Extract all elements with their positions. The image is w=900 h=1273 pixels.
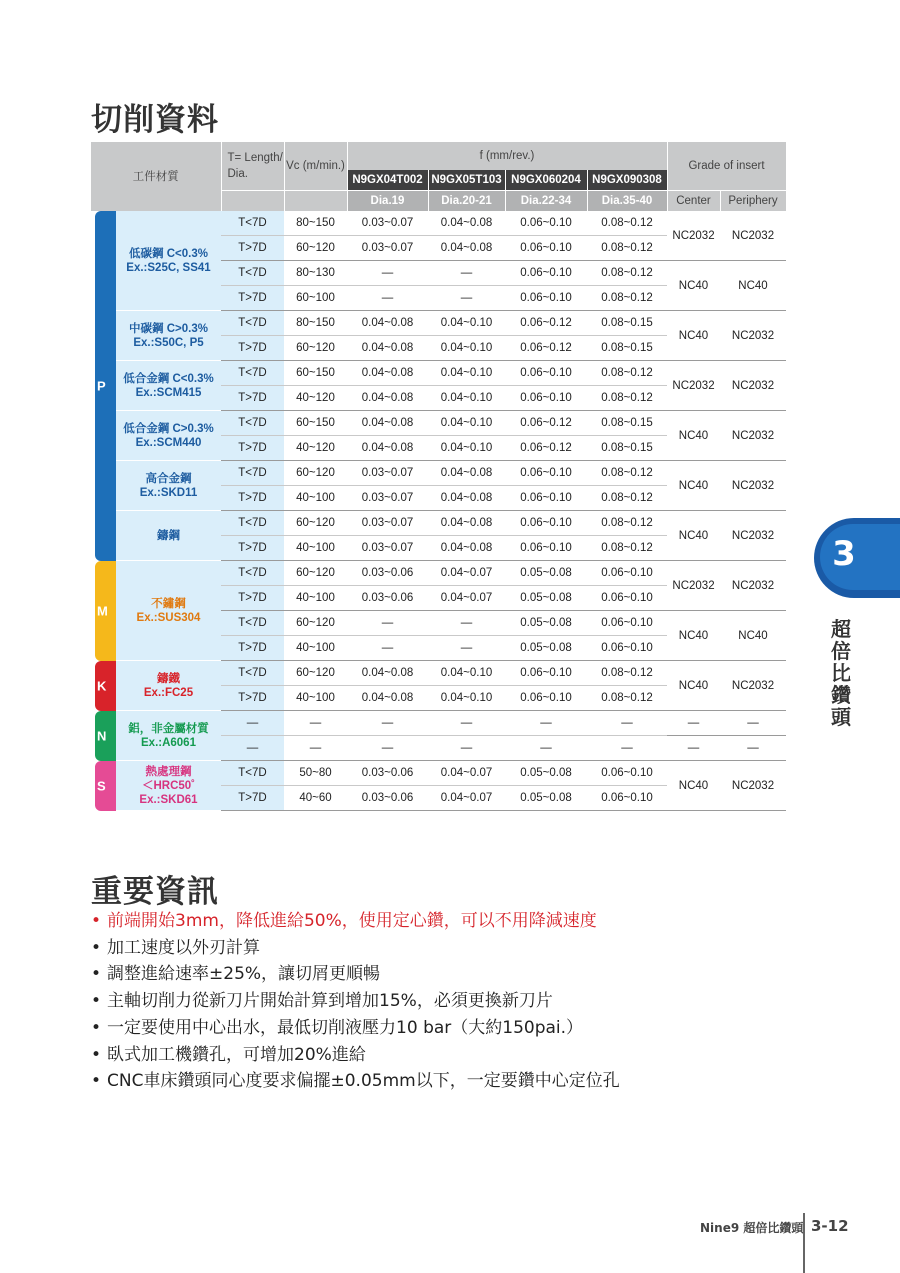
feed-cell: 0.08~0.15	[587, 436, 667, 461]
feed-cell: 0.04~0.10	[428, 661, 505, 686]
feed-cell: 0.06~0.10	[505, 286, 587, 311]
feed-cell: 0.08~0.15	[587, 311, 667, 336]
material-line: 高合金鋼	[145, 472, 192, 485]
feed-cell: 0.08~0.12	[587, 361, 667, 386]
feed-cell: 0.08~0.12	[587, 461, 667, 486]
feed-cell: 0.06~0.10	[587, 786, 667, 811]
material-group-code: P	[97, 378, 106, 394]
feed-cell: 0.04~0.08	[347, 311, 428, 336]
grade-center-cell: NC2032	[667, 361, 720, 411]
vc-cell: 40~100	[284, 536, 347, 561]
material-line: Ex.:SCM415	[135, 386, 202, 399]
chapter-number: 3	[832, 534, 856, 574]
feed-cell: 0.06~0.12	[505, 311, 587, 336]
feed-cell: 0.04~0.08	[347, 411, 428, 436]
feed-cell: 0.03~0.07	[347, 211, 428, 236]
feed-cell: 0.04~0.10	[428, 311, 505, 336]
vc-cell: 50~80	[284, 761, 347, 786]
vc-cell: 60~120	[284, 336, 347, 361]
vc-cell: —	[284, 711, 347, 736]
feed-cell: 0.06~0.10	[505, 536, 587, 561]
length-dia-cell: T<7D	[221, 461, 284, 486]
vc-cell: 60~100	[284, 286, 347, 311]
grade-center-cell: NC2032	[667, 211, 720, 261]
material-group-code: M	[97, 603, 108, 618]
feed-cell: 0.04~0.10	[428, 361, 505, 386]
feed-cell: 0.06~0.10	[505, 211, 587, 236]
header-model-4: N9GX090308	[587, 170, 667, 190]
header-vc: Vc (m/min.)	[284, 142, 347, 190]
feed-cell: 0.08~0.12	[587, 261, 667, 286]
feed-cell: 0.04~0.10	[428, 436, 505, 461]
feed-cell: 0.04~0.10	[428, 686, 505, 711]
material-line: 鑄鐵	[157, 672, 180, 685]
feed-cell: 0.05~0.08	[505, 611, 587, 636]
vc-cell: 40~120	[284, 386, 347, 411]
grade-periphery-cell: NC2032	[720, 411, 786, 461]
feed-cell: —	[428, 636, 505, 661]
material-line: Ex.:S25C, SS41	[126, 261, 211, 274]
info-item: • 主軸切削力從新刀片開始計算到增加15%，必須更換新刀片	[91, 988, 620, 1015]
length-dia-cell: T<7D	[221, 211, 284, 236]
vc-cell: 60~120	[284, 561, 347, 586]
feed-cell: 0.03~0.07	[347, 486, 428, 511]
table-row	[91, 311, 786, 336]
vc-cell: 80~150	[284, 311, 347, 336]
section-title-important: 重要資訊	[91, 874, 219, 910]
material-cell	[116, 761, 221, 811]
material-group-S	[91, 761, 116, 811]
material-group-code: K	[97, 678, 107, 693]
vc-cell: 60~150	[284, 411, 347, 436]
header-feed: f (mm/rev.)	[347, 142, 667, 170]
material-line: 不鏽鋼	[151, 597, 186, 610]
grade-center-cell: NC2032	[667, 561, 720, 611]
info-item: • 一定要使用中心出水，最低切削液壓力10 bar（大約150pai.）	[91, 1015, 620, 1042]
length-dia-cell: T<7D	[221, 561, 284, 586]
feed-cell: 0.04~0.08	[428, 211, 505, 236]
vc-cell: 40~60	[284, 786, 347, 811]
vc-cell: 60~120	[284, 611, 347, 636]
cutting-data-table	[91, 142, 787, 811]
vc-cell: 60~120	[284, 461, 347, 486]
feed-cell: —	[505, 711, 587, 736]
material-cell	[116, 311, 221, 361]
feed-cell: 0.06~0.10	[587, 761, 667, 786]
vc-cell: 40~100	[284, 636, 347, 661]
feed-cell: 0.04~0.08	[347, 436, 428, 461]
header-grade-center: Center	[667, 190, 720, 211]
feed-cell: 0.06~0.10	[505, 686, 587, 711]
feed-cell: 0.04~0.10	[428, 336, 505, 361]
material-line: Ex.:SKD61	[139, 793, 198, 806]
feed-cell: 0.05~0.08	[505, 586, 587, 611]
length-dia-cell: T>7D	[221, 236, 284, 261]
length-dia-cell: T>7D	[221, 486, 284, 511]
material-group-code: S	[97, 778, 106, 793]
material-cell	[116, 211, 221, 311]
feed-cell: —	[428, 711, 505, 736]
feed-cell: —	[587, 736, 667, 761]
grade-periphery-cell: NC2032	[720, 511, 786, 561]
feed-cell: 0.04~0.07	[428, 561, 505, 586]
feed-cell: 0.03~0.06	[347, 561, 428, 586]
feed-cell: 0.05~0.08	[505, 786, 587, 811]
feed-cell: 0.06~0.12	[505, 336, 587, 361]
length-dia-cell: T<7D	[221, 361, 284, 386]
material-line: 低合金鋼 C>0.3%	[123, 422, 214, 435]
vc-cell: 40~100	[284, 486, 347, 511]
feed-cell: 0.08~0.15	[587, 336, 667, 361]
feed-cell: 0.08~0.12	[587, 286, 667, 311]
feed-cell: —	[347, 736, 428, 761]
grade-center-cell: NC40	[667, 511, 720, 561]
table-row	[91, 561, 786, 586]
vc-cell: 60~120	[284, 661, 347, 686]
vc-cell: 80~150	[284, 211, 347, 236]
header-length-cont	[221, 190, 284, 211]
feed-cell: 0.06~0.10	[587, 586, 667, 611]
header-model-3: N9GX060204	[505, 170, 587, 190]
feed-cell: —	[428, 611, 505, 636]
feed-cell: 0.04~0.08	[347, 686, 428, 711]
header-dia-2: Dia.20-21	[428, 190, 505, 211]
feed-cell: —	[347, 636, 428, 661]
feed-cell: 0.03~0.06	[347, 761, 428, 786]
grade-periphery-cell: NC2032	[720, 361, 786, 411]
grade-periphery-cell: NC2032	[720, 661, 786, 711]
feed-cell: —	[428, 261, 505, 286]
grade-periphery-cell: NC2032	[720, 761, 786, 811]
feed-cell: 0.04~0.08	[347, 361, 428, 386]
page-number: 3-12	[811, 1217, 849, 1235]
feed-cell: 0.04~0.08	[428, 511, 505, 536]
vc-cell: 60~120	[284, 511, 347, 536]
length-dia-cell: T>7D	[221, 636, 284, 661]
feed-cell: 0.04~0.07	[428, 761, 505, 786]
feed-cell: —	[347, 261, 428, 286]
material-line: 低合金鋼 C<0.3%	[123, 372, 214, 385]
vc-cell: —	[284, 736, 347, 761]
vc-cell: 60~120	[284, 236, 347, 261]
material-cell	[116, 411, 221, 461]
table-row	[91, 411, 786, 436]
grade-center-cell: NC40	[667, 611, 720, 661]
info-item: • 臥式加工機鑽孔，可增加20%進給	[91, 1042, 620, 1069]
length-dia-cell: T>7D	[221, 286, 284, 311]
feed-cell: 0.05~0.08	[505, 636, 587, 661]
vc-cell: 40~100	[284, 586, 347, 611]
material-line: 中碳鋼 C>0.3%	[129, 322, 208, 335]
table-row	[91, 661, 786, 686]
info-item: • 調整進給速率±25%，讓切屑更順暢	[91, 961, 620, 988]
grade-periphery-cell: NC2032	[720, 461, 786, 511]
feed-cell: —	[505, 736, 587, 761]
feed-cell: 0.08~0.12	[587, 536, 667, 561]
length-dia-cell: T<7D	[221, 261, 284, 286]
feed-cell: 0.06~0.10	[505, 486, 587, 511]
material-cell	[116, 361, 221, 411]
grade-periphery-cell: NC40	[720, 261, 786, 311]
footer-text: Nine9 超倍比鑽頭	[700, 1221, 804, 1235]
material-cell	[116, 511, 221, 561]
feed-cell: 0.06~0.10	[505, 661, 587, 686]
length-dia-cell: T>7D	[221, 786, 284, 811]
feed-cell: 0.05~0.08	[505, 561, 587, 586]
feed-cell: 0.06~0.10	[505, 461, 587, 486]
feed-cell: 0.04~0.08	[428, 536, 505, 561]
feed-cell: 0.06~0.10	[505, 361, 587, 386]
feed-cell: 0.06~0.10	[587, 611, 667, 636]
feed-cell: 0.06~0.10	[587, 561, 667, 586]
feed-cell: 0.06~0.10	[505, 386, 587, 411]
material-line: ＜HRC50˚	[141, 779, 196, 792]
header-dia-3: Dia.22-34	[505, 190, 587, 211]
table-row	[91, 361, 786, 386]
header-vc-cont	[284, 190, 347, 211]
feed-cell: 0.06~0.10	[587, 636, 667, 661]
feed-cell: 0.04~0.08	[428, 236, 505, 261]
header-length: T= Length/ Dia.	[221, 142, 284, 190]
feed-cell: 0.04~0.10	[428, 411, 505, 436]
material-cell	[116, 711, 221, 761]
length-dia-cell: T>7D	[221, 386, 284, 411]
material-cell	[116, 561, 221, 661]
grade-periphery-cell: —	[720, 736, 786, 761]
length-dia-cell: —	[221, 736, 284, 761]
grade-periphery-cell: NC2032	[720, 211, 786, 261]
grade-center-cell: NC40	[667, 461, 720, 511]
material-group-code: N	[97, 728, 107, 743]
material-line: 低碳鋼 C<0.3%	[129, 247, 208, 260]
material-group-K	[91, 661, 116, 711]
material-line: Ex.:SCM440	[135, 436, 202, 449]
header-model-2: N9GX05T103	[428, 170, 505, 190]
info-item: • 前端開始3mm，降低進給50%，使用定心鑽，可以不用降減速度	[91, 908, 620, 935]
feed-cell: 0.06~0.10	[505, 261, 587, 286]
feed-cell: 0.05~0.08	[505, 761, 587, 786]
material-line: Ex.:A6061	[141, 736, 196, 749]
material-group-P	[91, 211, 116, 561]
feed-cell: 0.06~0.10	[505, 511, 587, 536]
feed-cell: 0.04~0.08	[347, 336, 428, 361]
feed-cell: 0.08~0.12	[587, 486, 667, 511]
page-title: 切削資料	[91, 102, 219, 138]
length-dia-cell: T<7D	[221, 311, 284, 336]
info-item: • 加工速度以外刃計算	[91, 935, 620, 962]
grade-periphery-cell: NC2032	[720, 311, 786, 361]
material-line: Ex.:SUS304	[136, 611, 201, 624]
material-line: 鋁，非金屬材質	[128, 722, 209, 735]
feed-cell: 0.04~0.10	[428, 386, 505, 411]
table-row	[91, 511, 786, 536]
feed-cell: 0.08~0.12	[587, 686, 667, 711]
length-dia-cell: T<7D	[221, 661, 284, 686]
header-grade: Grade of insert	[667, 142, 786, 190]
feed-cell: 0.04~0.08	[347, 661, 428, 686]
grade-center-cell: NC40	[667, 261, 720, 311]
material-cell	[116, 661, 221, 711]
material-group-N	[91, 711, 116, 761]
table-row	[91, 761, 786, 786]
material-line: 熱處理鋼	[145, 765, 192, 778]
length-dia-cell: —	[221, 711, 284, 736]
feed-cell: 0.06~0.12	[505, 436, 587, 461]
length-dia-cell: T>7D	[221, 536, 284, 561]
feed-cell: —	[347, 711, 428, 736]
length-dia-cell: T>7D	[221, 336, 284, 361]
length-dia-cell: T<7D	[221, 511, 284, 536]
feed-cell: 0.03~0.07	[347, 536, 428, 561]
header-model-1: N9GX04T002	[347, 170, 428, 190]
feed-cell: 0.04~0.08	[428, 486, 505, 511]
feed-cell: 0.08~0.12	[587, 511, 667, 536]
feed-cell: 0.08~0.12	[587, 661, 667, 686]
footer-divider	[803, 1213, 805, 1273]
feed-cell: 0.04~0.07	[428, 586, 505, 611]
feed-cell: 0.08~0.12	[587, 236, 667, 261]
grade-periphery-cell: —	[720, 711, 786, 736]
feed-cell: 0.04~0.07	[428, 786, 505, 811]
feed-cell: 0.04~0.08	[347, 386, 428, 411]
header-grade-periphery: Periphery	[720, 190, 786, 211]
table-row	[91, 461, 786, 486]
feed-cell: 0.03~0.06	[347, 586, 428, 611]
feed-cell: 0.08~0.12	[587, 386, 667, 411]
length-dia-cell: T>7D	[221, 586, 284, 611]
material-line: Ex.:S50C, P5	[133, 336, 204, 349]
feed-cell: —	[347, 611, 428, 636]
grade-center-cell: NC40	[667, 411, 720, 461]
feed-cell: 0.06~0.10	[505, 236, 587, 261]
feed-cell: 0.03~0.07	[347, 461, 428, 486]
length-dia-cell: T>7D	[221, 436, 284, 461]
feed-cell: —	[347, 286, 428, 311]
grade-center-cell: —	[667, 736, 720, 761]
material-line: Ex.:SKD11	[139, 486, 198, 499]
vc-cell: 60~150	[284, 361, 347, 386]
table-row	[91, 711, 786, 736]
length-dia-cell: T<7D	[221, 411, 284, 436]
feed-cell: —	[428, 286, 505, 311]
vc-cell: 80~130	[284, 261, 347, 286]
grade-center-cell: NC40	[667, 661, 720, 711]
vc-cell: 40~120	[284, 436, 347, 461]
info-item: • CNC車床鑽頭同心度要求偏擺±0.05mm以下，一定要鑽中心定位孔	[91, 1068, 620, 1095]
feed-cell: 0.06~0.12	[505, 411, 587, 436]
feed-cell: 0.08~0.12	[587, 211, 667, 236]
feed-cell: 0.03~0.07	[347, 511, 428, 536]
grade-center-cell: —	[667, 711, 720, 736]
feed-cell: —	[428, 736, 505, 761]
length-dia-cell: T<7D	[221, 761, 284, 786]
vc-cell: 40~100	[284, 686, 347, 711]
feed-cell: —	[587, 711, 667, 736]
chapter-label: 超倍比鑽頭	[831, 617, 851, 729]
feed-cell: 0.08~0.15	[587, 411, 667, 436]
material-cell	[116, 461, 221, 511]
feed-cell: 0.04~0.08	[428, 461, 505, 486]
table-row	[91, 211, 786, 236]
header-dia-1: Dia.19	[347, 190, 428, 211]
material-line: Ex.:FC25	[143, 686, 194, 699]
length-dia-cell: T>7D	[221, 686, 284, 711]
length-dia-cell: T<7D	[221, 611, 284, 636]
grade-center-cell: NC40	[667, 311, 720, 361]
material-line: 鑄鋼	[157, 529, 180, 542]
grade-periphery-cell: NC2032	[720, 561, 786, 611]
grade-center-cell: NC40	[667, 761, 720, 811]
material-group-M	[91, 561, 116, 661]
grade-periphery-cell: NC40	[720, 611, 786, 661]
header-material: 工件材質	[91, 142, 221, 211]
header-dia-4: Dia.35-40	[587, 190, 667, 211]
feed-cell: 0.03~0.07	[347, 236, 428, 261]
feed-cell: 0.03~0.06	[347, 786, 428, 811]
important-info-list	[91, 908, 620, 1095]
